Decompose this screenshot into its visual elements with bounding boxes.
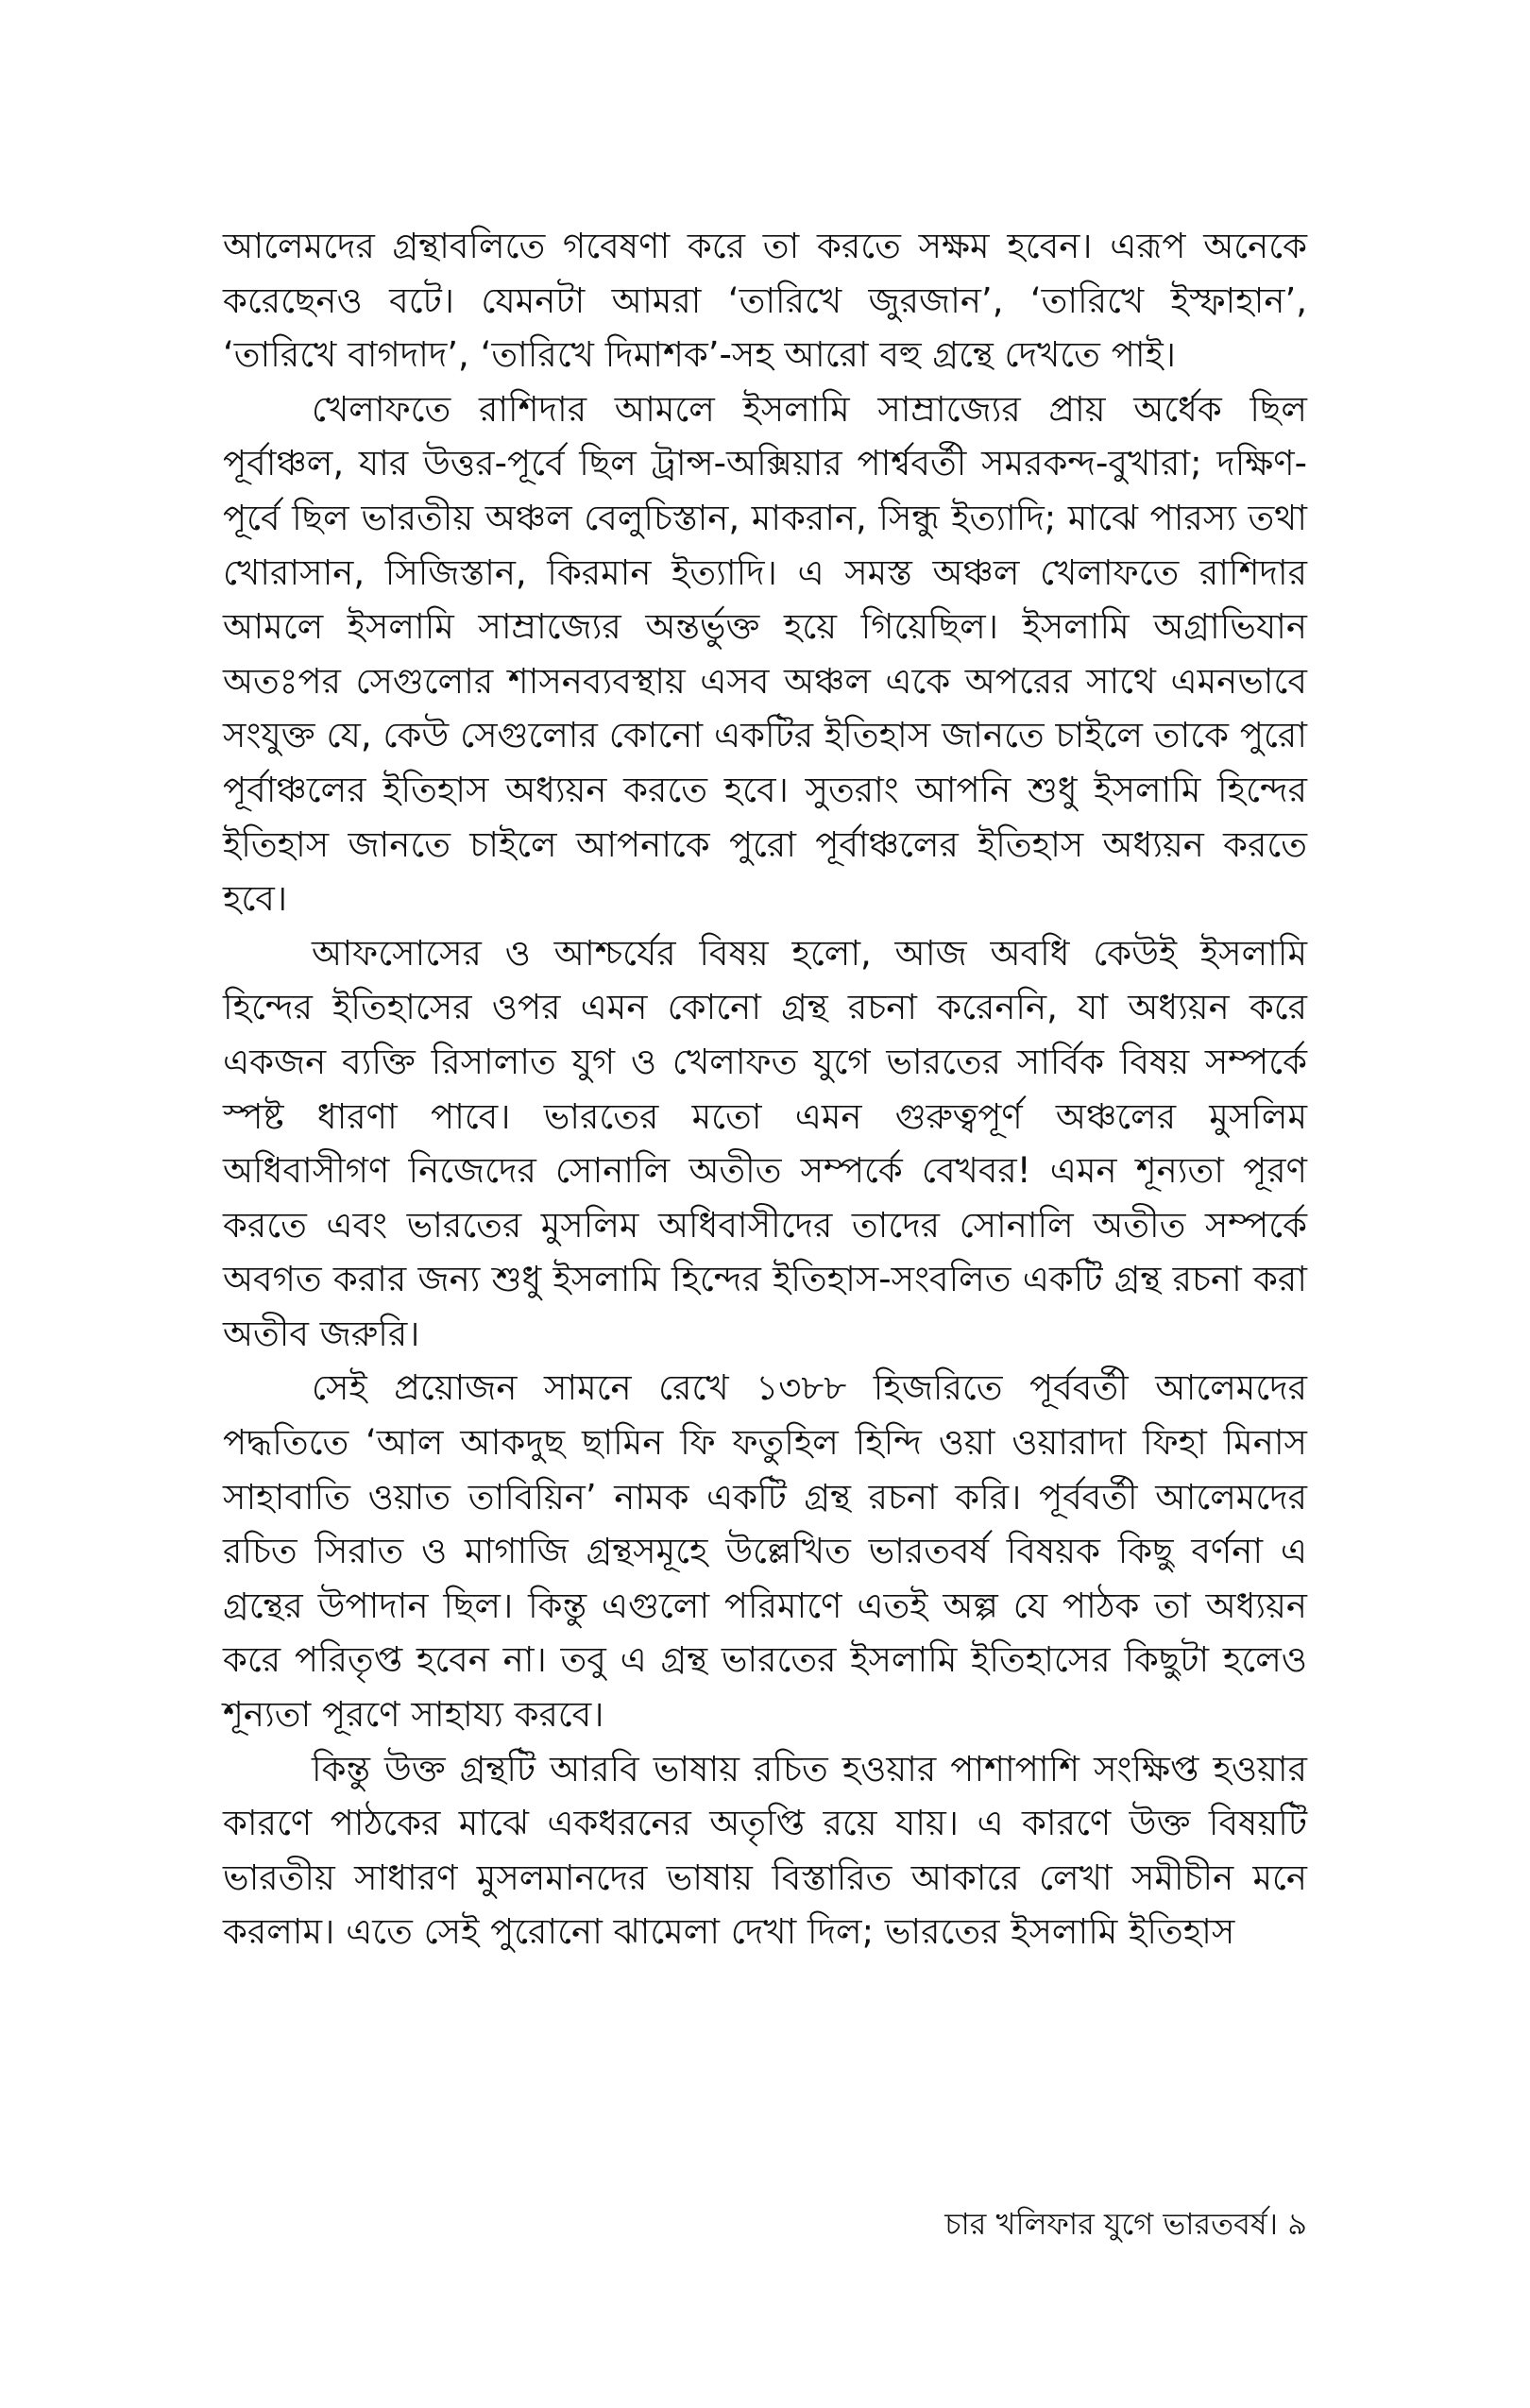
paragraph: আফসোসের ও আশ্চর্যের বিষয় হলো, আজ অবধি কেউই ইসলামি হিন্দের ইতিহাসের ওপর এমন কোনো গ্রন্থ রচনা করেননি, যা অধ্যয়ন করে একজন ব্যক্তি রিসালাত যুগ ও খেলাফত যুগে ভারতের সার্বিক বিষয় সম্পর্কে স্পষ্ট ধারণা পাবে। ভারতের মতো এমন গুরুত্বপূর্ণ অঞ্চলের মুসলিম অধিবাসীগণ নিজেদের সোনালি অতীত সম্পর্কে বেখবর! এমন শূন্যতা পূরণ করতে এবং ভারতের মুসলিম অধিবাসীদের তাদের সোনালি অতীত সম্পর্কে অবগত করার জন্য শুধু ইসলামি হিন্দের ইতিহাস-সংবলিত একটি গ্রন্থ রচনা করা অতীব জরুরি। <box>223 932 1307 1354</box>
paragraph: খেলাফতে রাশিদার আমলে ইসলামি সাম্রাজ্যের প্রায় অর্ধেক ছিল পূর্বাঞ্চল, যার উত্তর-পূর্বে ছিল ট্রান্স-অক্সিয়ার পার্শ্ববর্তী সমরকন্দ-বুখারা; দক্ষিণ-পূর্বে ছিল ভারতীয় অঞ্চল বেলুচিস্তান, মাকরান, সিন্ধু ইত্যাদি; মাঝে পারস্য তথা খোরাসান, সিজিস্তান, কিরমান ইত্যাদি। এ সমস্ত অঞ্চল খেলাফতে রাশিদার আমলে ইসলামি সাম্রাজ্যের অন্তর্ভুক্ত হয়ে গিয়েছিল। ইসলামি অগ্রাভিযান অতঃপর সেগুলোর শাসনব্যবস্থায় এসব অঞ্চল একে অপরের সাথে এমনভাবে সংযুক্ত যে, কেউ সেগুলোর কোনো একটির ইতিহাস জানতে চাইলে তাকে পুরো পূর্বাঞ্চলের ইতিহাস অধ্যয়ন করতে হবে। সুতরাং আপনি শুধু ইসলামি হিন্দের ইতিহাস জানতে চাইলে আপনাকে পুরো পূর্বাঞ্চলের ইতিহাস অধ্যয়ন করতে হবে। <box>223 388 1307 920</box>
body-text <box>223 219 1307 1959</box>
paragraph: সেই প্রয়োজন সামনে রেখে ১৩৮৮ হিজরিতে পূর্ববর্তী আলেমদের পদ্ধতিতে ‘আল আকদুছ ছামিন ফি ফতুহিল হিন্দি ওয়া ওয়ারাদা ফিহা মিনাস সাহাবাতি ওয়াত তাবিয়িন’ নামক একটি গ্রন্থ রচনা করি। পূর্ববর্তী আলেমদের রচিত সিরাত ও মাগাজি গ্রন্থসমূহে উল্লেখিত ভারতবর্ষ বিষয়ক কিছু বর্ণনা এ গ্রন্থের উপাদান ছিল। কিন্তু এগুলো পরিমাণে এতই অল্প যে পাঠক তা অধ্যয়ন করে পরিতৃপ্ত হবেন না। তবু এ গ্রন্থ ভারতের ইসলামি ইতিহাসের কিছুটা হলেও শূন্যতা পূরণে সাহায্য করবে। <box>223 1367 1307 1736</box>
paragraph: কিন্তু উক্ত গ্রন্থটি আরবি ভাষায় রচিত হওয়ার পাশাপাশি সংক্ষিপ্ত হওয়ার কারণে পাঠকের মাঝে একধরনের অতৃপ্তি রয়ে যায়। এ কারণে উক্ত বিষয়টি ভারতীয় সাধারণ মুসলমানদের ভাষায় বিস্তারিত আকারে লেখা সমীচীন মনে করলাম। এতে সেই পুরোনো ঝামেলা দেখা দিল; ভারতের ইসলামি ইতিহাস <box>223 1748 1307 1953</box>
page-footer: চার খলিফার যুগে ভারতবর্ষ। ৯ <box>944 2206 1307 2242</box>
paragraph-continuation: আলেমদের গ্রন্থাবলিতে গবেষণা করে তা করতে সক্ষম হবেন। এরূপ অনেকে করেছেনও বটে। যেমনটা আমরা ‘তারিখে জুরজান’, ‘তারিখে ইস্ফাহান’, ‘তারিখে বাগদাদ’, ‘তারিখে দিমাশক’-সহ আরো বহু গ্রন্থে দেখতে পাই। <box>223 226 1307 376</box>
